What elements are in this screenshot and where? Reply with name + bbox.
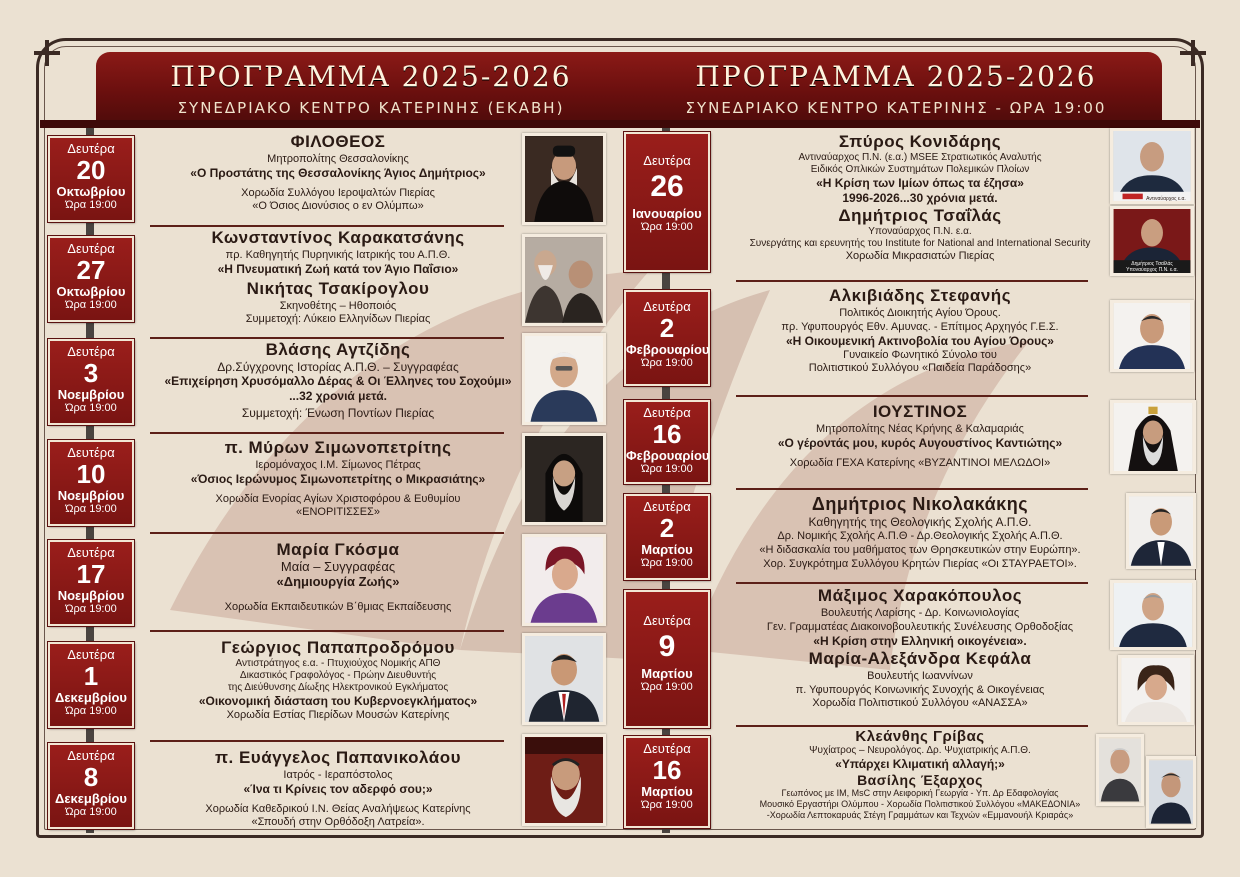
speaker-title: Γεωπόνος με ΙΜ, MsC στην Αειφορική Γεωργία - Υπ. Δρ Εδαφολογίας (781, 788, 1059, 798)
speaker-name: Γεώργιος Παπαπροδρόμου (221, 638, 455, 657)
event-papaprodromou (150, 638, 526, 722)
date-box (624, 494, 710, 580)
choir: Χορωδία Μικρασιατών Πιερίας (845, 250, 995, 262)
speaker-name: Βλάσης Αγτζίδης (265, 340, 411, 359)
date-box (48, 236, 134, 322)
divider (150, 432, 504, 434)
date-day: Δευτέρα (643, 153, 691, 168)
talk-title: «Δημιουργία Ζωής» (276, 574, 400, 589)
portrait-photo (1126, 493, 1196, 569)
date-month: Δεκεμβρίου (55, 791, 127, 806)
speaker-title: Μαία – Συγγραφέας (280, 559, 396, 574)
date-time: Ώρα 19:00 (641, 681, 693, 693)
date-number: 1 (83, 661, 99, 691)
choir: «ΕΝΟΡΙΤΙΣΣΕΣ» (296, 506, 380, 518)
portrait-caption (1136, 196, 1196, 202)
speaker-title: Ιατρός - Ιεραπόστολος (283, 769, 393, 781)
date-month: Μαρτίου (641, 666, 693, 681)
caption-text: Υποναύαρχος Π.Ν. ε.α. (1126, 267, 1178, 273)
date-number: 2 (659, 513, 675, 543)
divider (736, 488, 1088, 490)
choir: Πολιτιστικού Συλλόγου «Παιδεία Παράδοσης» (808, 362, 1032, 374)
date-day: Δευτέρα (643, 741, 691, 756)
event-stefanis (730, 286, 1110, 375)
portrait-photo (1096, 734, 1144, 806)
speaker-title: Βουλευτής Λαρίσης - Δρ. Κοινωνιολογίας (820, 607, 1020, 619)
event-ioustinos (730, 402, 1110, 470)
header-strip (40, 120, 1200, 128)
talk-title: «Η διδασκαλία του μαθήματος των Θρησκευτικών στην Ευρώπη». (759, 544, 1081, 556)
speaker-name: Κωνσταντίνος Καρακατσάνης (211, 228, 465, 247)
event-karakatsanis (150, 228, 526, 326)
date-day: Δευτέρα (67, 141, 115, 156)
talk-title: «Ο Προστάτης της Θεσσαλονίκης Άγιος Δημήτριος» (190, 166, 486, 180)
speaker-title: Πολιτικός Διοικητής Αγίου Όρους. (839, 307, 1001, 319)
date-box (624, 290, 710, 386)
date-box (624, 736, 710, 828)
date-number: 16 (652, 755, 682, 785)
date-number: 2 (659, 313, 675, 343)
speaker-name: Μαρία-Αλεξάνδρα Κεφάλα (808, 649, 1032, 668)
speaker-name: Βασίλης Έξαρχος (857, 772, 983, 788)
date-month: Νοεμβρίου (57, 387, 125, 402)
talk-subtitle: ...32 χρονιά μετά. (289, 389, 387, 403)
event-nikolakakis (730, 494, 1110, 571)
date-box (624, 590, 710, 728)
choir: Χορωδία Συλλόγου Ιεροψαλτών Πιερίας (241, 187, 435, 199)
speaker-name: Σπύρος Κονιδάρης (838, 132, 1002, 151)
portrait-photo (1110, 128, 1194, 204)
corner-cross-tr (1180, 40, 1206, 66)
date-time: Ώρα 19:00 (641, 799, 693, 811)
speaker-name: Δημήτριος Νικολακάκης (811, 494, 1029, 514)
divider (150, 740, 504, 742)
date-month: Φεβρουαρίου (626, 448, 710, 463)
date-time: Ώρα 19:00 (65, 806, 117, 818)
speaker-title: της Διεύθυνσης Δίωξης Ηλεκτρονικού Εγκλήματος (227, 682, 449, 693)
date-month: Ιανουαρίου (632, 206, 702, 221)
choir: Χορωδία Εκπαιδευτικών Β΄θμιας Εκπαίδευσης (224, 601, 452, 613)
portrait-photo (522, 734, 606, 826)
choir: Χορ. Συγκρότημα Συλλόγου Κρητών Πιερίας «Οι ΣΤΑΥΡΑΕΤΟΙ». (763, 558, 1077, 570)
corner-cross-tl (34, 40, 60, 66)
speaker-name: Δημήτριος Τσαΐλάς (838, 206, 1002, 225)
talk-title: «Η Οικουμενική Ακτινοβολία του Αγίου Όρους» (786, 334, 1054, 348)
date-day: Δευτέρα (67, 748, 115, 763)
date-month: Φεβρουαρίου (626, 342, 710, 357)
speaker-title: Ειδικός Οπλικών Συστημάτων Πολεμικών Πλοίων (810, 164, 1030, 175)
portrait-caption (1112, 261, 1192, 273)
portrait-photo (522, 633, 606, 725)
date-number: 3 (83, 358, 99, 388)
speaker-title: Συνεργάτης και ερευνητής του Institute for National and International Security (749, 238, 1091, 249)
date-box (624, 400, 710, 484)
choir: Χορωδία Ενορίας Αγίων Χριστοφόρου & Ευθυμίου (215, 493, 461, 505)
speaker-title: Δικαστικός Γραφολόγος - Πρώην Διευθυντής (239, 670, 437, 681)
date-day: Δευτέρα (67, 241, 115, 256)
header-right-title: ΠΡΟΓΡΑΜΜΑ 2025-2026 (695, 60, 1097, 93)
date-month: Μαρτίου (641, 542, 693, 557)
date-number: 16 (652, 419, 682, 449)
date-time: Ώρα 19:00 (65, 199, 117, 211)
caption-text: Δημήτριος Τσαΐλάς (1131, 261, 1173, 267)
date-month: Δεκεμβρίου (55, 690, 127, 705)
header-left-subtitle: ΣΥΝΕΔΡΙΑΚΟ ΚΕΝΤΡΟ ΚΑΤΕΡΙΝΗΣ (ΕΚΑΒΗ) (177, 99, 565, 117)
date-day: Δευτέρα (67, 445, 115, 460)
speaker-title: Δρ.Σύγχρονης Ιστορίας Α.Π.Θ. – Συγγραφέας (217, 360, 459, 374)
portrait-photo (1146, 756, 1196, 828)
choir: Χορωδία Καθεδρικού Ι.Ν. Θείας Αναλήψεως Κατερίνης (205, 803, 471, 815)
header-left (136, 60, 606, 117)
participation: Συμμετοχή: Λύκειο Ελληνίδων Πιερίας (245, 313, 431, 325)
speaker-title: Βουλευτής Ιωαννίνων (867, 670, 973, 682)
event-agtzidis (150, 340, 526, 420)
speaker-title: Δρ. Νομικής Σχολής Α.Π.Θ - Δρ.Θεολογικής Σχολής Α.Π.Θ. (777, 530, 1063, 542)
date-number: 27 (76, 255, 106, 285)
event-konidaris (730, 132, 1110, 263)
talk-subtitle: 1996-2026...30 χρόνια μετά. (842, 191, 998, 205)
date-time: Ώρα 19:00 (641, 557, 693, 569)
choir: Γυναικείο Φωνητικό Σύνολο του (843, 349, 997, 361)
date-number: 26 (650, 170, 684, 203)
speaker-name: ΙΟΥΣΤΙΝΟΣ (872, 402, 968, 421)
speaker-title: Σκηνοθέτης – Ηθοποιός (279, 300, 397, 312)
date-time: Ώρα 19:00 (65, 299, 117, 311)
speaker-name: ΦΙΛΟΘΕΟΣ (290, 132, 386, 151)
date-number: 10 (76, 459, 106, 489)
speaker-title: πρ. Καθηγητής Πυρηνικής Ιατρικής του Α.Π.Θ. (225, 249, 451, 261)
speaker-name: Μάξιμος Χαρακόπουλος (817, 586, 1023, 605)
event-filotheos (150, 132, 526, 213)
divider (150, 630, 504, 632)
speaker-name: Μαρία Γκόσμα (276, 540, 400, 559)
date-box (48, 642, 134, 728)
date-day: Δευτέρα (67, 545, 115, 560)
speaker-title: Αντιστράτηγος ε.α. - Πτυχιούχος Νομικής ΑΠΘ (235, 658, 441, 669)
header-right-subtitle: ΣΥΝΕΔΡΙΑΚΟ ΚΕΝΤΡΟ ΚΑΤΕΡΙΝΗΣ - ΩΡΑ 19:00 (685, 99, 1107, 117)
divider (736, 725, 1088, 727)
choir: -Χορωδία Λεπτοκαρυάς Στέγη Γραμμάτων και Τεχνών «Εμμανουήλ Κριαράς» (766, 810, 1074, 820)
event-papanikolaou (150, 748, 526, 829)
date-box (48, 339, 134, 425)
choir: Μουσικό Εργαστήρι Ολύμπου - Χορωδία Πολιτιστικού Συλλόγου «ΜΑΚΕΔΟΝΙΑ» (759, 799, 1081, 809)
portrait-photo (1110, 580, 1196, 650)
date-number: 9 (658, 630, 676, 663)
talk-title: «Η Κρίση των Ιμίων όπως τα έζησα» (816, 176, 1024, 190)
date-time: Ώρα 19:00 (65, 503, 117, 515)
divider (736, 582, 1088, 584)
speaker-name: Κλεάνθης Γρίβας (855, 728, 985, 745)
divider (150, 225, 504, 227)
choir: «Σπουδή στην Ορθόδοξη Λατρεία». (251, 816, 425, 828)
date-box (48, 440, 134, 526)
choir: Χορωδία Εστίας Πιερίδων Μουσών Κατερίνης (226, 709, 450, 721)
choir: «Ο Όσιος Διονύσιος ο εν Ολύμπω» (252, 200, 424, 212)
speaker-title: Μητροπολίτης Νέας Κρήνης & Καλαμαριάς (816, 423, 1024, 435)
date-number: 20 (76, 155, 106, 185)
speaker-title: Ιερομόναχος Ι.Μ. Σίμωνος Πέτρας (255, 459, 421, 471)
date-time: Ώρα 19:00 (65, 402, 117, 414)
speaker-name: π. Μύρων Σιμωνοπετρίτης (224, 438, 452, 457)
talk-title: «Επιχείρηση Χρυσόμαλλο Δέρας & Οι Έλληνες του Σοχούμι» (164, 374, 512, 388)
speaker-title: πρ. Υφυπουργός Εθν. Αμυνας. - Επίτιμος Αρχηγός Γ.Ε.Σ. (781, 321, 1059, 333)
speaker-title: Καθηγητής της Θεολογικής Σχολής Α.Π.Θ. (808, 515, 1032, 529)
event-gkosma (150, 540, 526, 614)
date-time: Ώρα 19:00 (641, 463, 693, 475)
date-time: Ώρα 19:00 (641, 221, 693, 233)
speaker-title: π. Υφυπουργός Κοινωνικής Συνοχής & Οικογένειας (795, 684, 1045, 696)
date-box (48, 540, 134, 626)
portrait-photo (522, 534, 606, 626)
date-day: Δευτέρα (67, 647, 115, 662)
date-month: Νοεμβρίου (57, 588, 125, 603)
divider (736, 280, 1088, 282)
header-banner (96, 52, 1162, 126)
choir: Χορωδία ΓΕΧΑ Κατερίνης «ΒΥΖΑΝΤΙΝΟΙ ΜΕΛΩΔΟΙ» (789, 457, 1051, 469)
date-day: Δευτέρα (643, 299, 691, 314)
date-box (624, 132, 710, 272)
talk-title: «Ο γέροντάς μου, κυρός Αυγουστίνος Καντιώτης» (777, 436, 1063, 450)
portrait-photo (1118, 655, 1194, 725)
date-time: Ώρα 19:00 (641, 357, 693, 369)
portrait-photo (522, 433, 606, 525)
talk-title: «Όσιος Ιερώνυμος Σιμωνοπετρίτης ο Μικρασιάτης» (190, 472, 486, 486)
portrait-photo (522, 234, 606, 326)
portrait-photo (522, 333, 606, 425)
date-month: Οκτωβρίου (56, 284, 126, 299)
talk-title: «Η Πνευματική Ζωή κατά τον Άγιο Παΐσιο» (217, 262, 459, 276)
divider (736, 395, 1088, 397)
header-left-title: ΠΡΟΓΡΑΜΜΑ 2025-2026 (170, 60, 572, 93)
choir: Χορωδία Πολιτιστικού Συλλόγου «ΑΝΑΣΣΑ» (812, 697, 1028, 709)
divider (150, 532, 504, 534)
speaker-title: Γεν. Γραμματέας Διακοινοβουλευτικής Συνέλευσης Ορθοδοξίας (766, 621, 1074, 633)
caption-text: Αντιναύαρχος ε.α. (1146, 196, 1186, 202)
talk-title: «Ίνα τι Κρίνεις τον αδερφό σου;» (243, 782, 433, 796)
event-charakopoulos (730, 586, 1110, 710)
date-time: Ώρα 19:00 (65, 603, 117, 615)
date-day: Δευτέρα (643, 613, 691, 628)
date-number: 17 (76, 559, 106, 589)
date-box (48, 136, 134, 222)
participation: Συμμετοχή: Ένωση Ποντίων Πιερίας (241, 406, 435, 420)
date-month: Οκτωβρίου (56, 184, 126, 199)
speaker-title: Υποναύαρχος Π.Ν. ε.α. (868, 226, 972, 237)
divider (150, 337, 504, 339)
talk-title: «Οικονομική διάσταση του Κυβερνοεγκλήματος» (198, 694, 478, 708)
date-day: Δευτέρα (67, 344, 115, 359)
speaker-title: Αντιναύαρχος Π.Ν. (ε.α.) MSEE Στρατιωτικός Αναλυτής (798, 152, 1042, 163)
speaker-name: Αλκιβιάδης Στεφανής (828, 286, 1012, 305)
speaker-name: π. Ευάγγελος Παπανικολάου (215, 748, 461, 767)
portrait-photo (1110, 400, 1196, 474)
speaker-title: Μητροπολίτης Θεσσαλονίκης (267, 153, 409, 165)
talk-title: «Υπάρχει Κλιματική αλλαγή;» (835, 757, 1005, 771)
speaker-name: Νικήτας Τσακίρογλου (246, 279, 430, 298)
event-grivas (744, 728, 1096, 821)
portrait-photo (1110, 300, 1194, 372)
talk-title: «Η Κρίση στην Ελληνική οικογένεια». (813, 634, 1027, 648)
date-month: Νοεμβρίου (57, 488, 125, 503)
date-day: Δευτέρα (643, 499, 691, 514)
portrait-photo (522, 133, 606, 225)
date-box (48, 743, 134, 829)
header-right (656, 60, 1136, 117)
date-time: Ώρα 19:00 (65, 705, 117, 717)
speaker-title: Ψυχίατρος – Νευρολόγος. Δρ. Ψυχιατρικής Α.Π.Θ. (809, 745, 1031, 756)
date-day: Δευτέρα (643, 405, 691, 420)
event-myron (150, 438, 526, 519)
date-number: 8 (83, 762, 99, 792)
date-month: Μαρτίου (641, 784, 693, 799)
